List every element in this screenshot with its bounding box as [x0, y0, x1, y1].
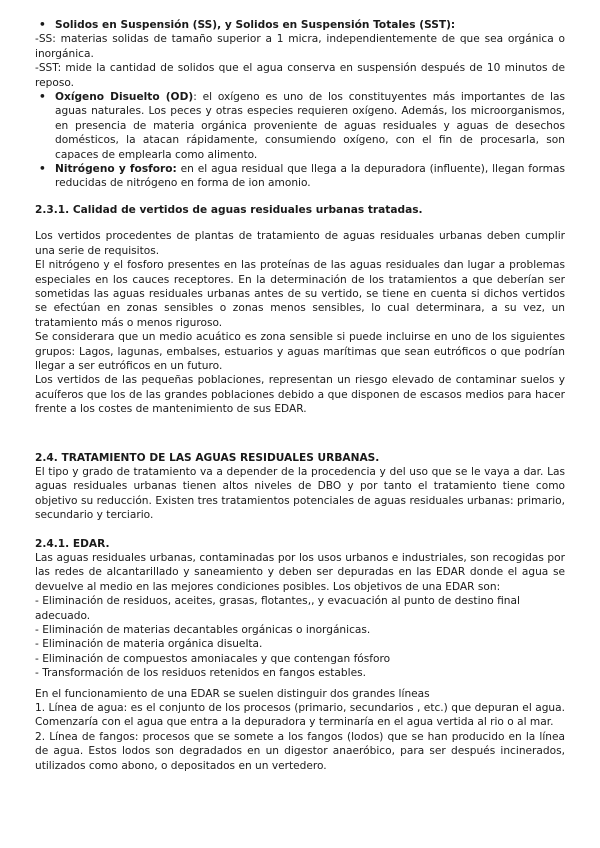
objective-item: - Eliminación de materia orgánica disuelta. — [35, 638, 263, 651]
bullet-dot-icon: • — [39, 91, 46, 104]
bullet-list-params — [35, 90, 565, 191]
lines-intro: En el funcionamiento de una EDAR se suelen distinguir dos grandes líneas — [35, 687, 430, 700]
sludge-line-description: 2. Línea de fangos: procesos que se somete a los fangos (lodos) que se han producido en la línea de agua. Estos lodos son degradados en un digestor anaeróbico, para ser después incinerados, utilizados como abono, o depositados en un vertedero. — [35, 730, 565, 772]
section-2-4-1-intro: Las aguas residuales urbanas, contaminadas por los usos urbanos e industriales, son recogidas por las redes de alcantarillado y saneamiento y deben ser depuradas en las EDAR donde el agua se devuelve al medio en las mejores condiciones posibles. Los objetivos de una EDAR son: — [35, 552, 565, 593]
bullet-item-nitrogen — [35, 162, 565, 191]
bullet-list-top — [35, 18, 565, 32]
bullet-item-solids — [35, 18, 565, 32]
bullet-oxygen-term: Oxígeno Disuelto (OD) — [55, 91, 194, 104]
section-2-3-1-paragraph: Los vertidos de las pequeñas poblaciones, representan un riesgo elevado de contaminar suelos y acuíferos que los de las grandes poblaciones debido a que disponen de escasos medios para hacer frente a los costes de mantenimiento de sus EDAR. — [35, 374, 565, 416]
ss-definition: -SS: materias solidas de tamaño superior a 1 micra, independientemente de que sea orgánica o inorgánica. — [35, 33, 565, 60]
heading-2-4: 2.4. TRATAMIENTO DE LAS AGUAS RESIDUALES URBANAS. — [35, 451, 380, 464]
bullet-solids-title: Solidos en Suspensión (SS), y Solidos en Suspensión Totales (SST): — [55, 19, 456, 31]
bullet-dot-icon: • — [39, 19, 46, 31]
section-2-3-1-paragraph: Los vertidos procedentes de plantas de tratamiento de aguas residuales urbanas deben cumplir una serie de requisitos. — [35, 230, 565, 257]
objective-item: - Eliminación de materias decantables orgánicas o inorgánicas. — [35, 624, 371, 637]
water-line-description: 1. Línea de agua: es el conjunto de los procesos (primario, secundarios , etc.) que depuran el agua. Comenzaría con el agua que entra a la depuradora y terminaría en el agua vertida al rio o al mar. — [35, 702, 565, 729]
bullet-item-oxygen — [35, 90, 565, 162]
bullet-nitrogen-text: en el agua residual que llega a la depuradora (influente), llegan formas reducidas de nitrógeno en forma de ion amonio. — [55, 163, 565, 190]
objective-item: - Eliminación de compuestos amoniacales y que contengan fósforo — [35, 652, 391, 665]
section-2-3-1-paragraph: El nitrógeno y el fosforo presentes en las proteínas de las aguas residuales dan lugar a problemas especiales en los cauces receptores. En la determinación de los tratamientos a que deberían ser sometidas las aguas residuales urbanas antes de su vertido, se tiene en cuenta si dichos vertidos se efectúan en zonas sensibles o zonas menos sensibles, lo cual determinara, a su vez, un tratamiento más o menos riguroso. — [35, 259, 565, 329]
bullet-oxygen-text: : el oxígeno es uno de los constituyentes más importantes de las aguas naturales. Los peces y otras especies requieren oxígeno. Además, los microorganismos, en presencia de materia orgánica proveniente de aguas residuales y aguas de desechos domésticos, la atacan rápidamente, consumiendo oxígeno, con el fin de procesarla, son capaces de emplearla como alimento. — [55, 91, 565, 161]
bullet-nitrogen-term: Nitrógeno y fosforo: — [55, 163, 177, 176]
objective-item: - Eliminación de residuos, aceites, grasas, flotantes,, y evacuación al punto de destino final adecuado. — [35, 595, 520, 622]
heading-2-3-1: 2.3.1. Calidad de vertidos de aguas residuales urbanas tratadas. — [35, 203, 423, 216]
objective-item: - Transformación de los residuos retenidos en fangos estables. — [35, 667, 366, 680]
document-page — [35, 18, 565, 773]
heading-2-4-1: 2.4.1. EDAR. — [35, 537, 110, 550]
sst-definition: -SST: mide la cantidad de solidos que el agua conserva en suspensión después de 10 minutos de reposo. — [35, 62, 565, 89]
section-2-3-1-paragraph: Se considerara que un medio acuático es zona sensible si puede incluirse en uno de los siguientes grupos: Lagos, lagunas, embalses, estuarios y aguas marítimas que sean eutróficos o que podrían llegar a ser eutróficos en un futuro. — [35, 331, 565, 372]
bullet-dot-icon: • — [39, 163, 46, 176]
section-2-4-paragraph: El tipo y grado de tratamiento va a depender de la procedencia y del uso que se le vaya a dar. Las aguas residuales urbanas tienen altos niveles de DBO y por tanto el tratamiento tiene como objetivo su reducción. Existen tres tratamientos potenciales de aguas residuales urbanas: primario, secundario y terciario. — [35, 465, 565, 522]
